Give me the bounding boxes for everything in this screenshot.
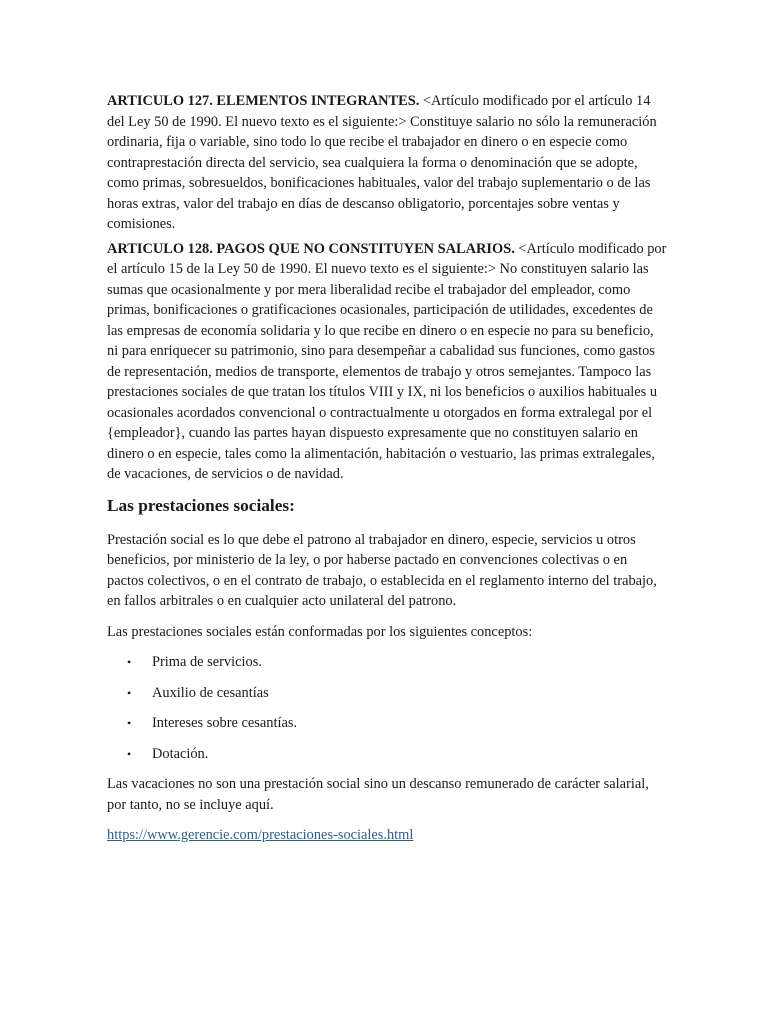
concepts-intro: Las prestaciones sociales están conformadas por los siguientes conceptos: <box>107 623 533 640</box>
list-item-label: Intereses sobre cesantías. <box>152 715 298 731</box>
list-item-label: Prima de servicios. <box>152 654 262 670</box>
list-item <box>107 744 667 765</box>
bullet-icon: • <box>127 685 132 700</box>
list-item-label: Dotación. <box>152 745 209 762</box>
concepts-list <box>107 652 667 764</box>
list-item <box>107 683 667 704</box>
article-127-body: <Artículo modificado por el artículo 14 del Ley 50 de 1990. El nuevo texto es el siguiente:> Constituye salario no sólo la remuneración ordinaria, fija o variable, sino todo lo que recibe el trabajador en dinero o en especie como contraprestación directa del servicio, sea cualquiera la forma o denominación que se adopte, como primas, sobresueldos, bonificaciones habituales, valor del trabajo suplementario o de las horas extras, valor del trabajo en días de descanso obligatorio, porcentajes sobre ventas y comisiones. <box>107 93 657 232</box>
bullet-icon: • <box>127 716 132 730</box>
source-link-paragraph <box>107 825 667 846</box>
list-item <box>107 713 667 734</box>
list-item-label: Auxilio de cesantías <box>152 684 269 701</box>
article-127-paragraph <box>107 91 667 235</box>
document-content <box>107 91 667 846</box>
article-128-paragraph <box>107 239 667 485</box>
definition-paragraph: Prestación social es lo que debe el patrono al trabajador en dinero, especie, servicios u otros beneficios, por ministerio de la ley, o por haberse pactado en convenciones colectivas o en pactos colectivos, o en el contrato de trabajo, o establecida en el reglamento interno del trabajo, en fallos arbitrales o en cualquier acto unilateral del patrono. <box>107 531 657 609</box>
list-item <box>107 652 667 673</box>
source-link[interactable]: https://www.gerencie.com/prestaciones-sociales.html <box>107 827 414 843</box>
section-heading: Las prestaciones sociales: <box>107 495 295 515</box>
article-128-body: <Artículo modificado por el artículo 15 de la Ley 50 de 1990. El nuevo texto es el siguiente:> No constituyen salario las sumas que ocasionalmente y por mera liberalidad recibe el trabajador del empleador, como primas, bonificaciones o gratificaciones ocasionales, participación de utilidades, excedentes de las empresas de economía solidaria y lo que recibe en dinero o en especie no para su beneficio, ni para enriquecer su patrimonio, sino para desempeñar a cabalidad sus funciones, como gastos de representación, medios de transporte, elementos de trabajo y otros semejantes. Tampoco las prestaciones sociales de que tratan los títulos VIII y IX, ni los beneficios o auxilios habituales u ocasionales acordados convencional o contractualmente u otorgados en forma extralegal por el {empleador}, cuando las partes hayan dispuesto expresamente que no constituyen salario en dinero o en especie, tales como la alimentación, habitación o vestuario, las primas extralegales, de vacaciones, de servicios o de navidad. <box>107 240 667 482</box>
article-128-title: ARTICULO 128. PAGOS QUE NO CONSTITUYEN SALARIOS. <box>107 240 515 257</box>
vacaciones-note: Las vacaciones no son una prestación social sino un descanso remunerado de carácter salarial, por tanto, no se incluye aquí. <box>107 776 649 813</box>
article-127-title: ARTICULO 127. ELEMENTOS INTEGRANTES. <box>107 93 420 109</box>
bullet-icon: • <box>127 655 132 669</box>
bullet-icon: • <box>127 746 132 761</box>
